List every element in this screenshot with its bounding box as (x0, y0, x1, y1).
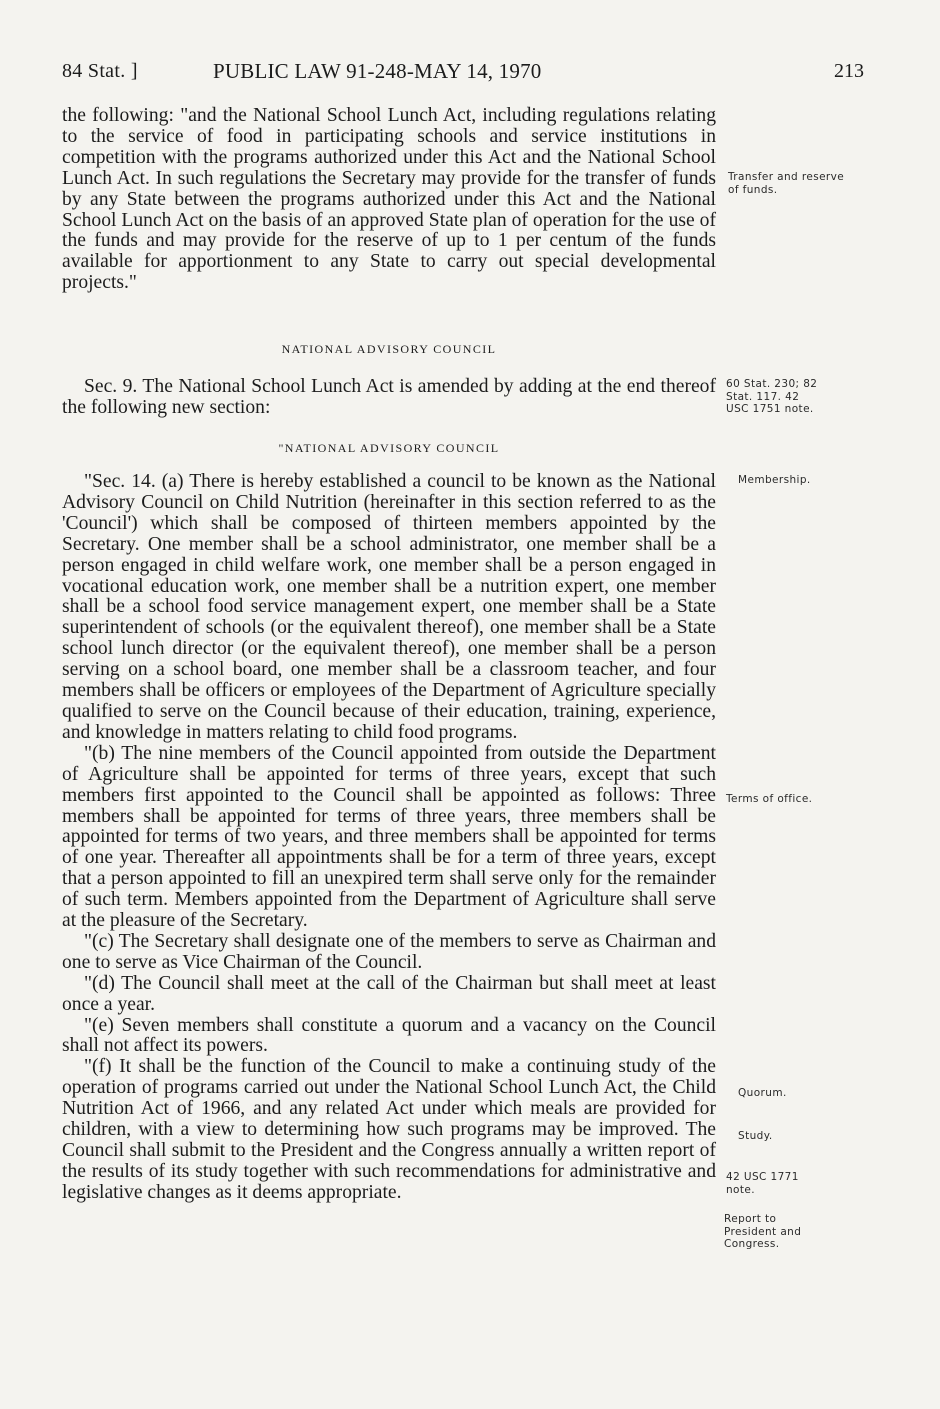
paragraph-continuation (62, 106, 716, 294)
margin-note-report: Report to President and Congress. (724, 1213, 802, 1250)
subsection-a: "Sec. 14. (a) There is hereby established a council to be known as the National Advisory Council on Child Nutrition (hereinafter in this section referred to as the 'Council') which shall be composed of thirteen members appointed by the Secretary. One member shall be a school administrator, one member shall be a person engaged in child welfare work, one member shall be a person engaged in vocational education work, one member shall be a nutrition expert, one member shall be a school food service management expert, one member shall be a State superintendent of schools (or the equivalent thereof), one member shall be a State school lunch director (or the equivalent thereof), one member shall be a person serving on a school board, one member shall be a classroom teacher, and four members shall be officers or employees of the Department of Agriculture specially qualified to serve on the Council because of their education, training, experience, and knowledge in matters relating to child food programs. (62, 471, 716, 743)
page-number: 213 (834, 60, 864, 82)
subsection-f: "(f) It shall be the function of the Council to make a continuing study of the operation of programs carried out under the National School Lunch Act, the Child Nutrition Act of 1966, and any related Act under which meals are provided for children, with a view to determining how such programs may be improved. The Council shall submit to the President and the Congress annually a written report of the results of its study together with such recommendations for administrative and legislative changes as it deems appropriate. (62, 1056, 716, 1203)
margin-note-stat-citation: 60 Stat. 230; 82 Stat. 117. 42 USC 1751 note. (726, 378, 818, 415)
body-paragraph: Sec. 9. The National School Lunch Act is amended by adding at the end thereof the following new section: (62, 376, 716, 418)
page-header (62, 58, 864, 88)
subsection-e: "(e) Seven members shall constitute a quorum and a vacancy on the Council shall not affect its powers. (62, 1014, 716, 1057)
margin-note-usc-1771: 42 USC 1771 note. (726, 1171, 799, 1196)
quoted-section-heading (62, 441, 716, 456)
margin-note-terms: Terms of office. (726, 793, 813, 805)
heading-quoted-council: "NATIONAL ADVISORY COUNCIL (278, 441, 500, 455)
margin-note-transfer: Transfer and reserve of funds. (728, 171, 845, 196)
section-9 (62, 377, 716, 419)
margin-note-study: Study. (738, 1130, 773, 1142)
stat-volume: 84 Stat. ] (62, 60, 138, 82)
margin-note-membership: Membership. (738, 474, 811, 486)
running-title: PUBLIC LAW 91-248-MAY 14, 1970 (213, 59, 542, 83)
section-14-text (62, 472, 716, 1204)
subsection-d: "(d) The Council shall meet at the call of the Chairman but shall meet at least once a year. (62, 972, 716, 1015)
margin-note-quorum: Quorum. (738, 1087, 787, 1099)
section-heading (62, 342, 716, 357)
subsection-b: "(b) The nine members of the Council appointed from outside the Department of Agriculture shall be appointed for terms of three years, except that such members first appointed to the Council shall be appointed as follows: Three members shall be appointed for terms of three years, three members shall be appointed for terms of two years, and three members shall be appointed for terms of one year. Thereafter all appointments shall be for a term of three years, except that a person appointed to fill an unexpired term shall serve only for the remainder of such term. Members appointed from the Department of Agriculture shall serve at the pleasure of the Secretary. (62, 742, 716, 932)
heading-national-advisory-council: NATIONAL ADVISORY COUNCIL (281, 342, 497, 356)
subsection-c: "(c) The Secretary shall designate one of the members to serve as Chairman and one to serve as Vice Chairman of the Council. (62, 930, 716, 973)
body-paragraph: the following: "and the National School Lunch Act, including regulations relating to the service of food in participating schools and service institutions in competition with the programs authorized under this Act and the National School Lunch Act. In such regulations the Secretary may provide for the transfer of funds by any State between the programs authorized under this Act and the National School Lunch Act on the basis of an approved State plan of operation for the use of the funds and may provide for the reserve of up to 1 per centum of the funds available for apportionment to any State to carry out special developmental projects." (62, 105, 716, 294)
